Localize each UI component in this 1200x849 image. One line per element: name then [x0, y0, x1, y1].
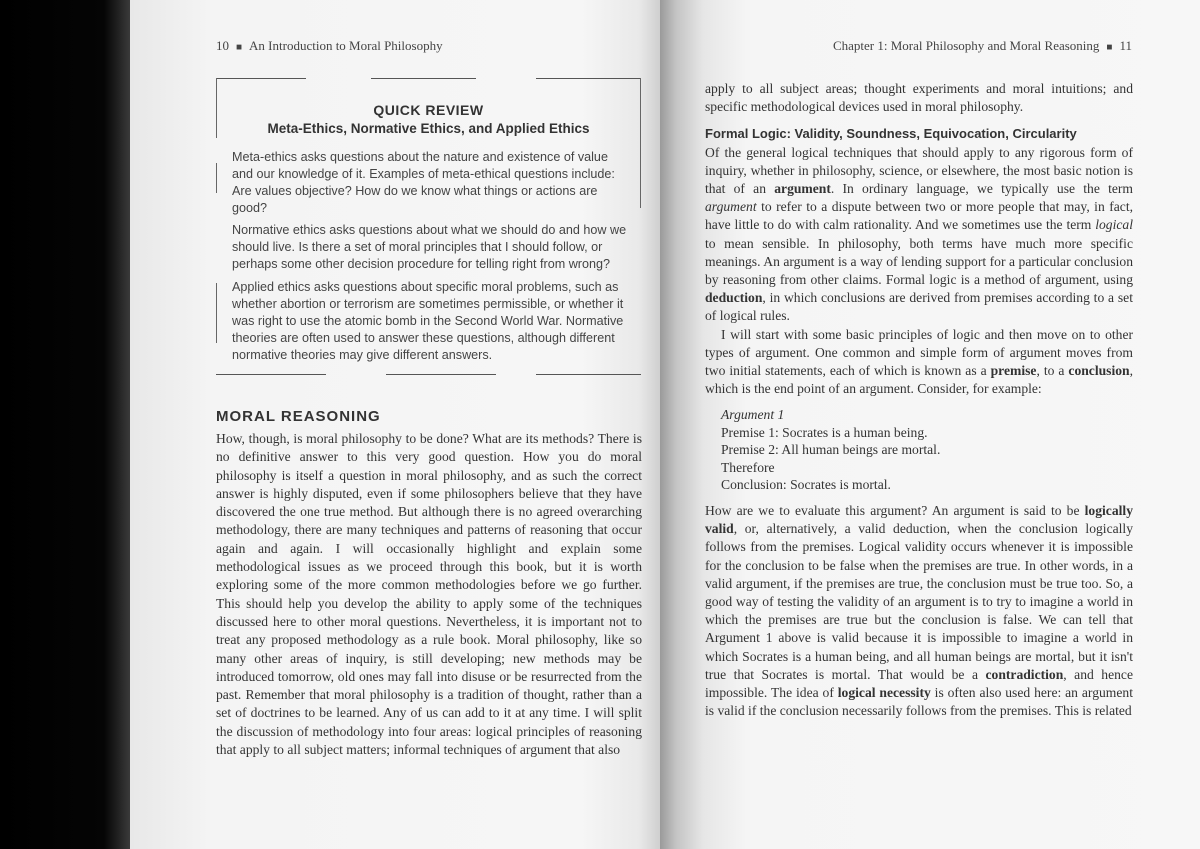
box-rule-top-mid: [371, 78, 476, 79]
right-column: [705, 80, 1133, 720]
right-running-head: [833, 38, 1132, 54]
quick-review-applied-ethics: Applied ethics asks questions about specific moral problems, such as whether abortion or terrorism are sometimes permissible, or whether it was right to use the atomic bomb in the Second World War. Normative theories are often used to answer these questions, although different normative theories may give different answers.: [232, 280, 624, 362]
text-run: , or, alternatively, a valid deduction, when the conclusion logically follows from the premises. Logical validity occurs whenever it is impossible for the conclusion to be false when the premises are true. In other words, in a valid argument, if the premises are true, the conclusion must be true too. So, a good way of testing the validity of an argument is to try to imagine a world in which the premises are true but the conclusion is false. We can tell that Argument 1 above is valid because it is impossible to imagine a world in which Socrates is a human being, and all human beings are mortal, but it isn't true that Socrates is mortal. That would be a: [705, 521, 1133, 682]
text-run: I will start with some basic principles of logic and then move on to other types of argument. One common and simple form of argument moves from two initial statements, each of which is known as a: [705, 326, 1133, 379]
text-run: , to a: [1036, 363, 1069, 379]
text-run: , in which conclusions are derived from premises according to a set of logical rules.: [705, 290, 1133, 324]
box-rule-top-right: [536, 78, 641, 79]
term-argument: argument: [774, 181, 831, 197]
box-rule-bottom-mid: [386, 374, 496, 375]
box-rule-bottom-left: [216, 374, 326, 375]
quick-review-meta-ethics: Meta-ethics asks questions about the nature and existence of value and our knowledge of it. Examples of meta-ethical questions include: Are values objective? How do we know what things or actions are good?: [232, 150, 615, 215]
term-deduction: deduction: [705, 290, 763, 306]
quick-review-normative-ethics: Normative ethics asks questions about what we should do and how we should live. Is there a set of moral principles that I should follow, or perhaps some other decision procedure for telling right from wrong?: [232, 223, 627, 271]
term-premise: premise: [990, 363, 1037, 379]
box-rule-bottom-right: [536, 374, 641, 375]
text-run: , and hence impossible. The idea of: [705, 666, 1133, 700]
argument-example: [721, 406, 1133, 494]
quick-review-label: QUICK REVIEW: [373, 102, 484, 118]
section-heading: MORAL REASONING: [216, 408, 381, 425]
premise-conclusion-paragraph: [705, 326, 1133, 399]
left-running-head: [216, 38, 443, 54]
italic-term: argument: [705, 199, 757, 215]
term-logically-valid: logically valid: [705, 502, 1133, 537]
term-logical-necessity: logical necessity: [837, 684, 931, 700]
text-run: How are we to evaluate this argument? An argument is said to be: [705, 502, 1085, 518]
box-rule-left-lower: [216, 283, 217, 343]
text-run: to mean sensible. In philosophy, both terms have much more specific meanings. An argument is a way of lending support for a particular conclusion by reasoning from other claims. Formal logic is a method of argument, using: [705, 235, 1133, 288]
formal-logic-subheading: Formal Logic: Validity, Soundness, Equivocation, Circularity: [705, 126, 1077, 142]
quick-review-title: Meta-Ethics, Normative Ethics, and Applied Ethics: [267, 121, 590, 136]
bullet-separator: ■: [1106, 42, 1113, 53]
term-conclusion: conclusion: [1068, 363, 1130, 379]
scan-black-edge: [0, 0, 130, 849]
text-run: , which is the end point of an argument. Consider, for example:: [705, 363, 1133, 397]
text-run: . In ordinary language, we typically use the term: [830, 181, 1134, 197]
intro-paragraph: apply to all subject areas; thought experiments and moral intuitions; and specific methodological devices used in moral philosophy.: [705, 81, 1133, 115]
italic-term: logical: [1095, 217, 1133, 233]
text-run: to refer to a dispute between two or more people that may, in fact, have little to do with calm rationality. And we sometimes use the term: [705, 199, 1133, 233]
argument-premise-1: Premise 1: Socrates is a human being.: [721, 424, 928, 440]
right-page-number: 11: [1119, 38, 1132, 53]
text-run: Of the general logical techniques that should apply to any rigorous form of inquiry, whether in philosophy, science, or elsewhere, the most basic notion is that of an: [705, 144, 1133, 197]
argument-therefore: Therefore: [721, 459, 775, 475]
left-body-text: [216, 430, 642, 759]
quick-review-box: [216, 78, 641, 374]
body-paragraph: How, though, is moral philosophy to be done? What are its methods? There is no definitive answer to this very good question. How you do moral philosophy is itself a question in moral philosophy, and as such the correct answer is highly disputed, even if some philosophers believe that they have discovered the one true method. But although there is no agreed overarching methodology, there are many techniques and patterns of reasoning that occur again and again. I will occasionally highlight and explain some methodological issues as we proceed through this book, but it is worth exploring some of the more common methodologies before we go further. This should help you develop the ability to apply some of the techniques discussed here to other moral questions. Nevertheless, it is important not to treat any proposed methodology as a rule book. Moral philosophy, like so many other areas of inquiry, is still developing; new methods may be introduced tomorrow, old ones may fall into disuse or be resurrected from the past. Remember that moral philosophy is a tradition of thought, rather than a set of doctrines to be learned. Any of us can add to it at any time. I will split the discussion of methodology into four areas: logical principles of reasoning that apply to all subject matters; informal techniques of argument that also: [216, 431, 642, 758]
argument-definition-paragraph: [705, 144, 1133, 326]
term-contradiction: contradiction: [985, 666, 1064, 682]
argument-conclusion: Conclusion: Socrates is mortal.: [721, 477, 891, 493]
left-running-title: An Introduction to Moral Philosophy: [249, 38, 443, 53]
argument-premise-2: Premise 2: All human beings are mortal.: [721, 442, 941, 458]
box-rule-top-left: [216, 78, 306, 79]
bullet-separator: ■: [236, 42, 243, 53]
box-rule-right: [640, 78, 641, 208]
right-running-title: Chapter 1: Moral Philosophy and Moral Reasoning: [832, 38, 1100, 53]
box-rule-left-mid: [216, 163, 217, 193]
left-page-number: 10: [216, 38, 229, 53]
text-run: is often also used here: an argument is valid if the conclusion necessarily follows from the premises. This is related: [705, 684, 1133, 719]
argument-title: Argument 1: [721, 407, 785, 423]
validity-paragraph: [705, 502, 1133, 720]
